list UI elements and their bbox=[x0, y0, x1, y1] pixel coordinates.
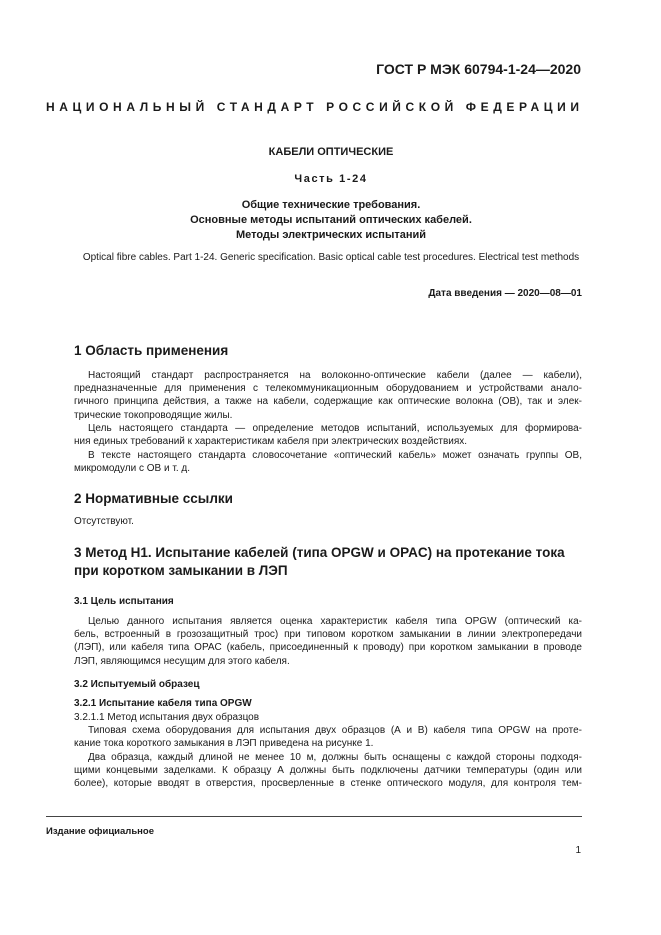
section-1-heading: 1 Область применения bbox=[74, 343, 229, 358]
section-3-2-heading: 3.2 Испытуемый образец bbox=[74, 679, 200, 690]
national-standard-banner: НАЦИОНАЛЬНЫЙ СТАНДАРТ РОССИЙСКОЙ ФЕДЕРАЦИИ bbox=[46, 100, 584, 114]
section-2-heading: 2 Нормативные ссылки bbox=[74, 491, 233, 506]
section-3-1-paragraph: Целью данного испытания является оценка характеристик кабеля типа OPGW (оптический ка- бель, встроенный в грозозащитный трос) при типовом коротком замыкании в линии электропередачи (ЛЭП), или кабеля типа OPAC (кабель, присоединенный к проводу) при коротком замыкании в проводе ЛЭП, являющимся несущим для этого кабеля. bbox=[74, 616, 582, 667]
section-3-2-1-1-line: 3.2.1.1 Метод испытания двух образцов bbox=[74, 712, 260, 723]
section-3-2-1-heading: 3.2.1 Испытание кабеля типа OPGW bbox=[74, 698, 252, 709]
section-3-1-heading: 3.1 Цель испытания bbox=[74, 596, 174, 607]
section-3-2-1-1-paragraph-1: Типовая схема оборудования для испытания двух образцов (А и В) кабеля типа OPGW на проте- кание тока короткого замыкания в ЛЭП приведена на рисунке 1. bbox=[74, 725, 582, 750]
subtitle-line: Общие технические требования. bbox=[241, 199, 421, 211]
footer-divider bbox=[46, 816, 582, 817]
english-title: Optical fibre cables. Part 1-24. Generic specification. Basic optical cable test procedures. Electrical test methods bbox=[82, 252, 580, 263]
subtitle-line: Основные методы испытаний оптических кабелей. bbox=[190, 214, 472, 226]
official-edition-label: Издание официальное bbox=[46, 826, 154, 837]
subtitle-line: Методы электрических испытаний bbox=[235, 229, 427, 241]
section-2-text: Отсутствуют. bbox=[74, 516, 134, 527]
document-code: ГОСТ Р МЭК 60794-1-24—2020 bbox=[376, 61, 581, 77]
section-1-paragraph-1: Настоящий стандарт распространяется на волоконно-оптические кабели (далее — кабели), предназначенные для применения с телекоммуникационным оборудованием и устройствами анало- гичного принципа действия, а также на кабели, содержащие как оптические волокна (ОВ), так и элек- трические токопроводящие жилы. bbox=[74, 370, 582, 421]
page-number: 1 bbox=[575, 845, 581, 856]
document-subtitle bbox=[46, 198, 616, 243]
section-3-2-1-1-paragraph-2: Два образца, каждый длиной не менее 10 м, должны быть оснащены с каждой стороны подходя- щими концевыми заделками. К образцу А должны быть подключены датчики температуры (один или более), которые вводят в отверстия, просверленные в стенке оптического модуля, для контроля тем- bbox=[74, 752, 582, 790]
section-1-paragraph-3: В тексте настоящего стандарта словосочетание «оптический кабель» может означать группы ОВ, микромодули с ОВ и т. д. bbox=[74, 450, 582, 475]
introduction-date: Дата введения — 2020—08—01 bbox=[428, 288, 582, 299]
document-part: Часть 1-24 bbox=[294, 173, 368, 185]
section-1-paragraph-2: Цель настоящего стандарта — определение методов испытаний, используемых для формирова- ния единых требований к характеристикам кабеля при электрических воздействиях. bbox=[74, 423, 582, 448]
document-title: КАБЕЛИ ОПТИЧЕСКИЕ bbox=[268, 146, 394, 158]
section-3-heading: 3 Метод H1. Испытание кабелей (типа OPGW и OPAC) на протекание тока при коротком замыкании в ЛЭП bbox=[74, 545, 565, 578]
